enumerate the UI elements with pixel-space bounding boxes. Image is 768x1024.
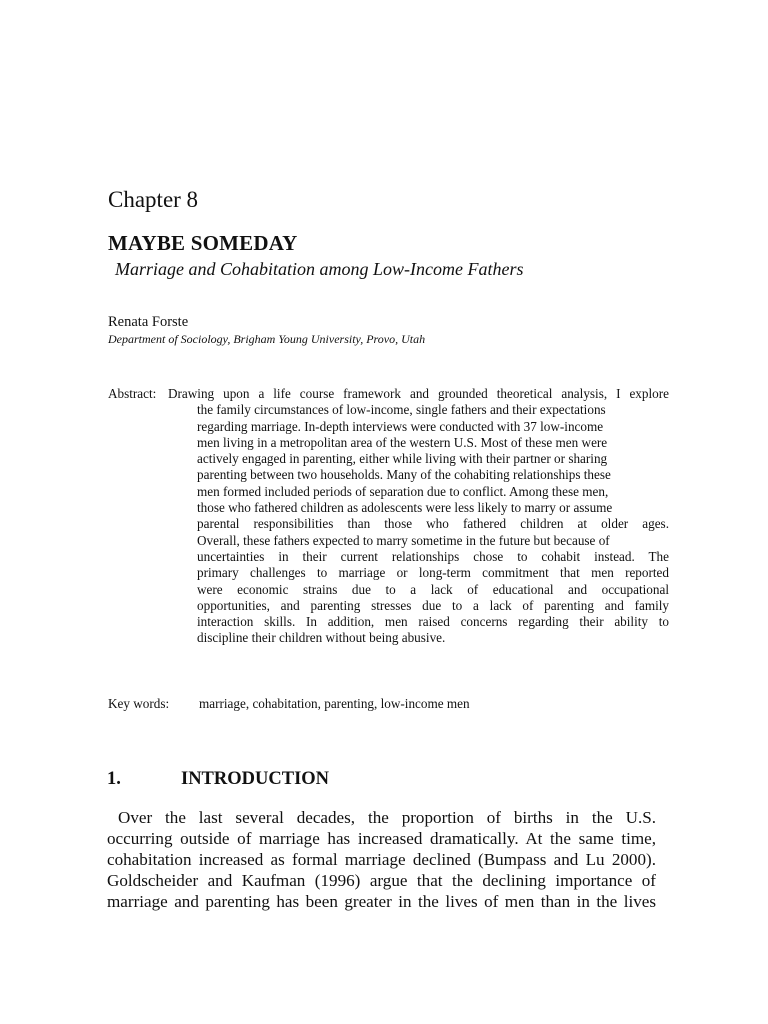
abstract-line: interaction skills. In addition, men raised concerns regarding their ability to — [197, 614, 669, 630]
abstract-line: uncertainties in their current relationships chose to cohabit instead. The — [197, 548, 669, 564]
abstract-line: primary challenges to marriage or long-term commitment that men reported — [197, 565, 669, 581]
keywords-value: marriage, cohabitation, parenting, low-income men — [199, 696, 470, 711]
author-name: Renata Forste — [108, 314, 189, 330]
abstract-line: men formed included periods of separation due to conflict. Among these men, — [197, 483, 609, 499]
abstract-line: parental responsibilities than those who fathered children at older ages. — [197, 516, 669, 532]
abstract-line: were economic strains due to a lack of educational and occupational — [197, 581, 669, 597]
abstract-line: men living in a metropolitan area of the western U.S. Most of these men were — [197, 434, 608, 450]
abstract-line: Overall, these fathers expected to marry sometime in the future but because of — [197, 532, 610, 548]
abstract-line: actively engaged in parenting, either while living with their partner or sharing — [197, 451, 608, 467]
abstract-line: the family circumstances of low-income, single fathers and their expectations — [197, 402, 606, 418]
abstract-line: those who fathered children as adolescents were less likely to marry or assume — [197, 500, 613, 516]
chapter-subtitle: Marriage and Cohabitation among Low-Income Fathers — [115, 259, 524, 279]
body-line: Over the last several decades, the proportion of births in the U.S. — [118, 808, 656, 827]
abstract-line: Drawing upon a life course framework and grounded theoretical analysis, I explore — [168, 386, 669, 401]
keywords-label: Key words: — [108, 696, 170, 711]
section-title: INTRODUCTION — [181, 769, 330, 789]
abstract-body — [168, 386, 669, 647]
chapter-label: Chapter 8 — [108, 187, 199, 212]
author-affiliation: Department of Sociology, Brigham Young University, Provo, Utah — [108, 332, 426, 346]
body-line: cohabitation increased as formal marriage declined (Bumpass and Lu 2000). — [107, 850, 656, 869]
body-line: marriage and parenting has been greater in the lives of men than in the lives — [107, 892, 656, 911]
section-number: 1. — [107, 769, 121, 789]
chapter-title: MAYBE SOMEDAY — [108, 231, 298, 255]
abstract-line: opportunities, and parenting stresses due to a lack of parenting and family — [197, 597, 669, 613]
abstract-line: regarding marriage. In-depth interviews were conducted with 37 low-income — [197, 418, 604, 434]
body-line: Goldscheider and Kaufman (1996) argue that the declining importance of — [107, 871, 656, 890]
abstract-line: parenting between two households. Many of the cohabiting relationships these — [197, 467, 611, 483]
abstract-label: Abstract: — [108, 386, 157, 401]
body-line: occurring outside of marriage has increased dramatically. At the same time, — [107, 829, 656, 848]
body-paragraph — [107, 807, 656, 912]
abstract-line: discipline their children without being abusive. — [197, 630, 446, 646]
